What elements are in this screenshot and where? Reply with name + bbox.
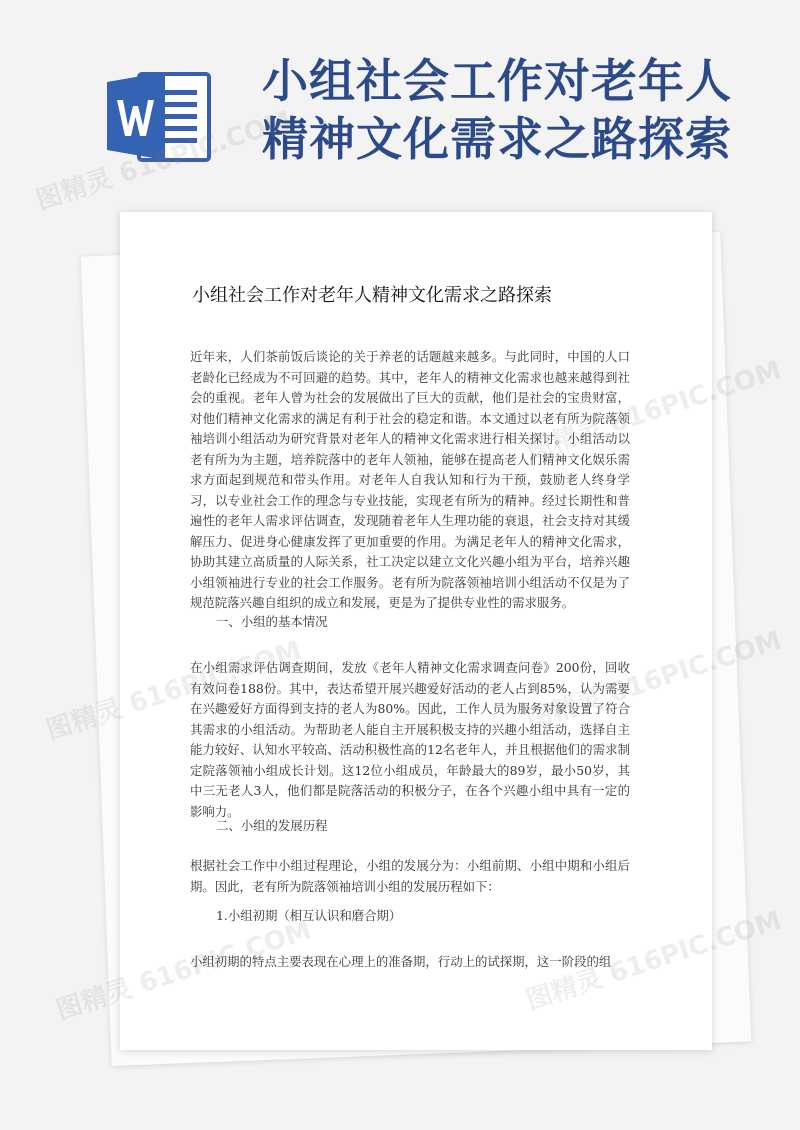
paragraph-intro: 近年来，人们茶前饭后谈论的关于养老的话题越来越多。与此同时，中国的人口老龄化已经成为不可回避的趋势。其中，老年人的精神文化需求也越来越得到社会的重视。老年人曾为社会的发展做出了巨大的贡献，他们是社会的宝贵财富，对他们精神文化需求的满足有利于社会的稳定和谐。本文通过以老有所为院落领袖培训小组活动为研究背景对老年人的精神文化需求进行相关探讨。小组活动以老有所为为主题，培养院落中的老年人领袖，能够在提高老人们精神文化娱乐需求方面起到规范和带头作用。对老年人自我认知和行为干预，鼓励老人终身学习，以专业社会工作的理念与专业技能，实现老有所为的精神。经过长期性和普遍性的老年人需求评估调查，发现随着老年人生理功能的衰退，社会支持对其缓解压力、促进身心健康发挥了更加重要的作用。为满足老年人的精神文化需求，协助其建立高质量的人际关系，社工决定以建立文化兴趣小组为平台，培养兴趣小组领袖进行专业的社会工作服务。老有所为院落领袖培训小组活动不仅是为了规范院落兴趣自组织的成立和发展，更是为了提供专业性的需求服务。 (190, 349, 630, 610)
watermark: 图精灵 (42, 693, 127, 747)
section-heading-1: 一、小组的基本情况 (216, 614, 328, 629)
banner (0, 0, 800, 210)
subsection-heading-1: 1.小组初期（相互认识和磨合期） (216, 908, 402, 923)
banner-title-line-1: 小组社会工作对老年人 (262, 54, 732, 108)
watermark: 图精灵 (32, 163, 117, 217)
watermark: 图精灵 (52, 973, 137, 1027)
section-heading-2: 二、小组的发展历程 (216, 818, 328, 833)
paragraph-section-2: 根据社会工作中小组过程理论，小组的发展分为：小组前期、小组中期和小组后期。因此，老有所为院落领袖培训小组的发展历程如下： (190, 858, 630, 894)
paragraph-subsection-1: 小组初期的特点主要表现在心理上的准备期，行动上的试探期，这一阶段的组 (190, 954, 612, 969)
word-document-icon (103, 68, 211, 164)
paragraph-section-1: 在小组需求评估调查期间，发放《老年人精神文化需求调查问卷》200份，回收有效问卷188份。其中，表达希望开展兴趣爱好活动的老人占到85%，认为需要在兴趣爱好方面得到支持的老人为80%。因此，工作人员为服务对象设置了符合其需求的小组活动。为帮助老人能自主开展积极支持的兴趣小组活动，选择自主能力较好、认知水平较高、活动积极性高的12名老年人，并且根据他们的需求制定院落领袖小组成长计划。这12位小组成员，年龄最大的89岁，最小50岁，其中三无老人3人，他们都是院落活动的积极分子，在各个兴趣小组中具有一定的影响力。 (190, 660, 630, 819)
document-page (120, 212, 712, 1050)
banner-title (262, 52, 732, 168)
banner-title-line-2: 精神文化需求之路探索 (262, 112, 732, 166)
document-title: 小组社会工作对老年人精神文化需求之路探索 (192, 285, 552, 306)
